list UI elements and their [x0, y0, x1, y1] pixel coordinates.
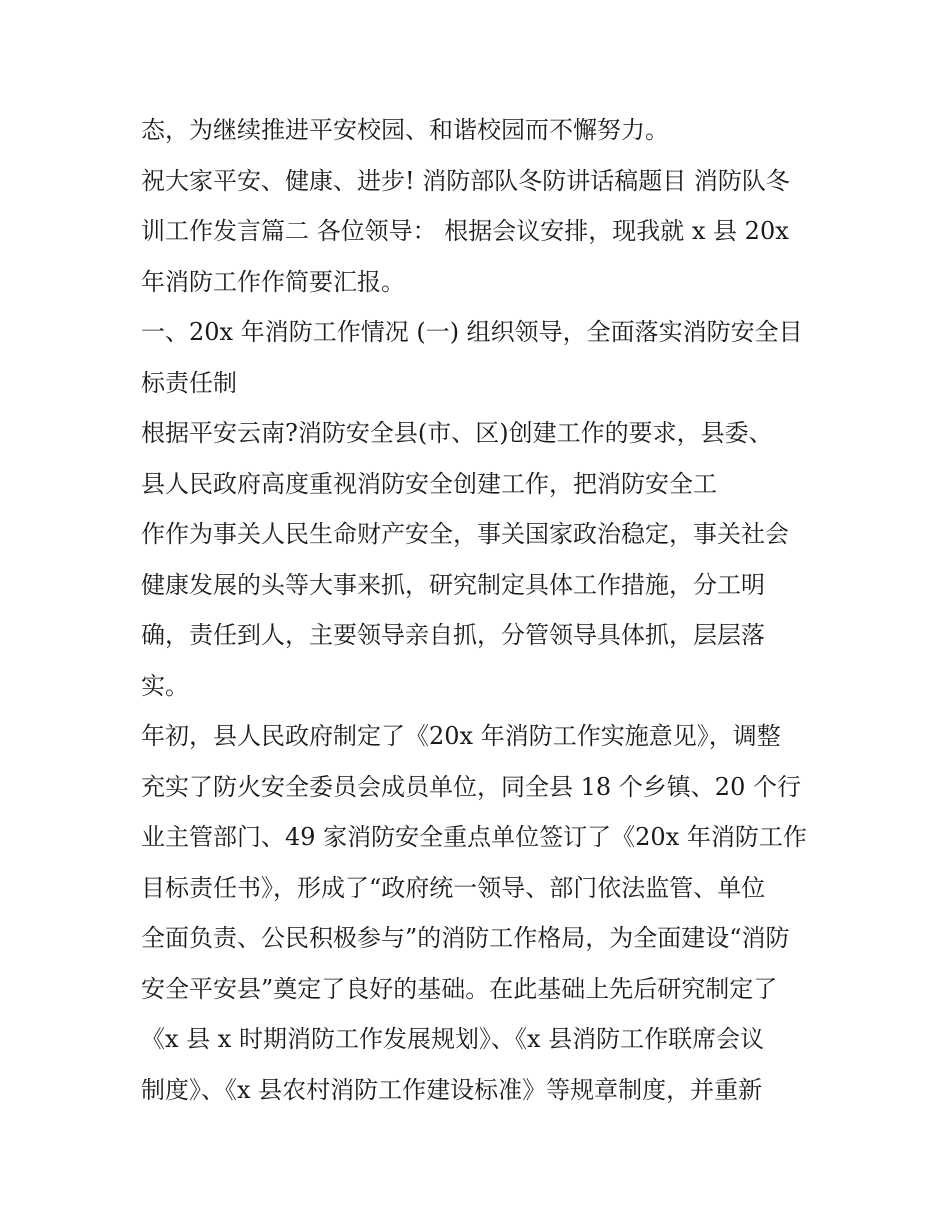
text-line: 《x 县 x 时期消防工作发展规划》、《x 县消防工作联席会议 [141, 1025, 765, 1053]
text-line: 确，责任到人，主要领导亲自抓，分管领导具体抓，层层落 [141, 621, 765, 649]
text-line: 全面负责、公民积极参与”的消防工作格局，为全面建设“消防 [141, 924, 790, 952]
text-line: 制度》、《x 县农村消防工作建设标准》等规章制度，并重新 [141, 1075, 763, 1104]
text-line: 年消防工作作简要汇报。 [141, 267, 405, 296]
text-line: 目标责任书》，形成了“政府统一领导、部门依法监管、单位 [141, 873, 766, 902]
text-line: 实。 [141, 671, 189, 700]
text-line: 训工作发言篇二 各位领导： 根据会议安排，现我就 x 县 20x [141, 217, 789, 245]
text-line: 祝大家平安、健康、进步! 消防部队冬防讲话稿题目 消防队冬 [141, 166, 790, 195]
text-line: 年初，县人民政府制定了《20x 年消防工作实施意见》，调整 [141, 722, 781, 750]
text-line: 县人民政府高度重视消防安全创建工作，把消防安全工 [141, 469, 717, 498]
text-line: 充实了防火安全委员会成员单位，同全县 18 个乡镇、20 个行 [141, 772, 801, 801]
text-line: 态，为继续推进平安校园、和谐校园而不懈努力。 [141, 116, 669, 144]
document-body [141, 105, 821, 1115]
text-line: 根据平安云南?消防安全县(市、区)创建工作的要求，县委、 [141, 419, 773, 447]
text-line: 标责任制 [141, 368, 237, 397]
text-line: 安全平安县”奠定了良好的基础。在此基础上先后研究制定了 [141, 974, 778, 1003]
text-line: 一、20x 年消防工作情况 (一) 组织领导，全面落实消防安全目 [141, 318, 803, 346]
text-line: 作作为事关人民生命财产安全，事关国家政治稳定，事关社会 [141, 520, 789, 548]
text-line: 业主管部门、49 家消防安全重点单位签订了《20x 年消防工作 [141, 823, 807, 851]
text-line: 健康发展的头等大事来抓，研究制定具体工作措施，分工明 [141, 570, 765, 599]
